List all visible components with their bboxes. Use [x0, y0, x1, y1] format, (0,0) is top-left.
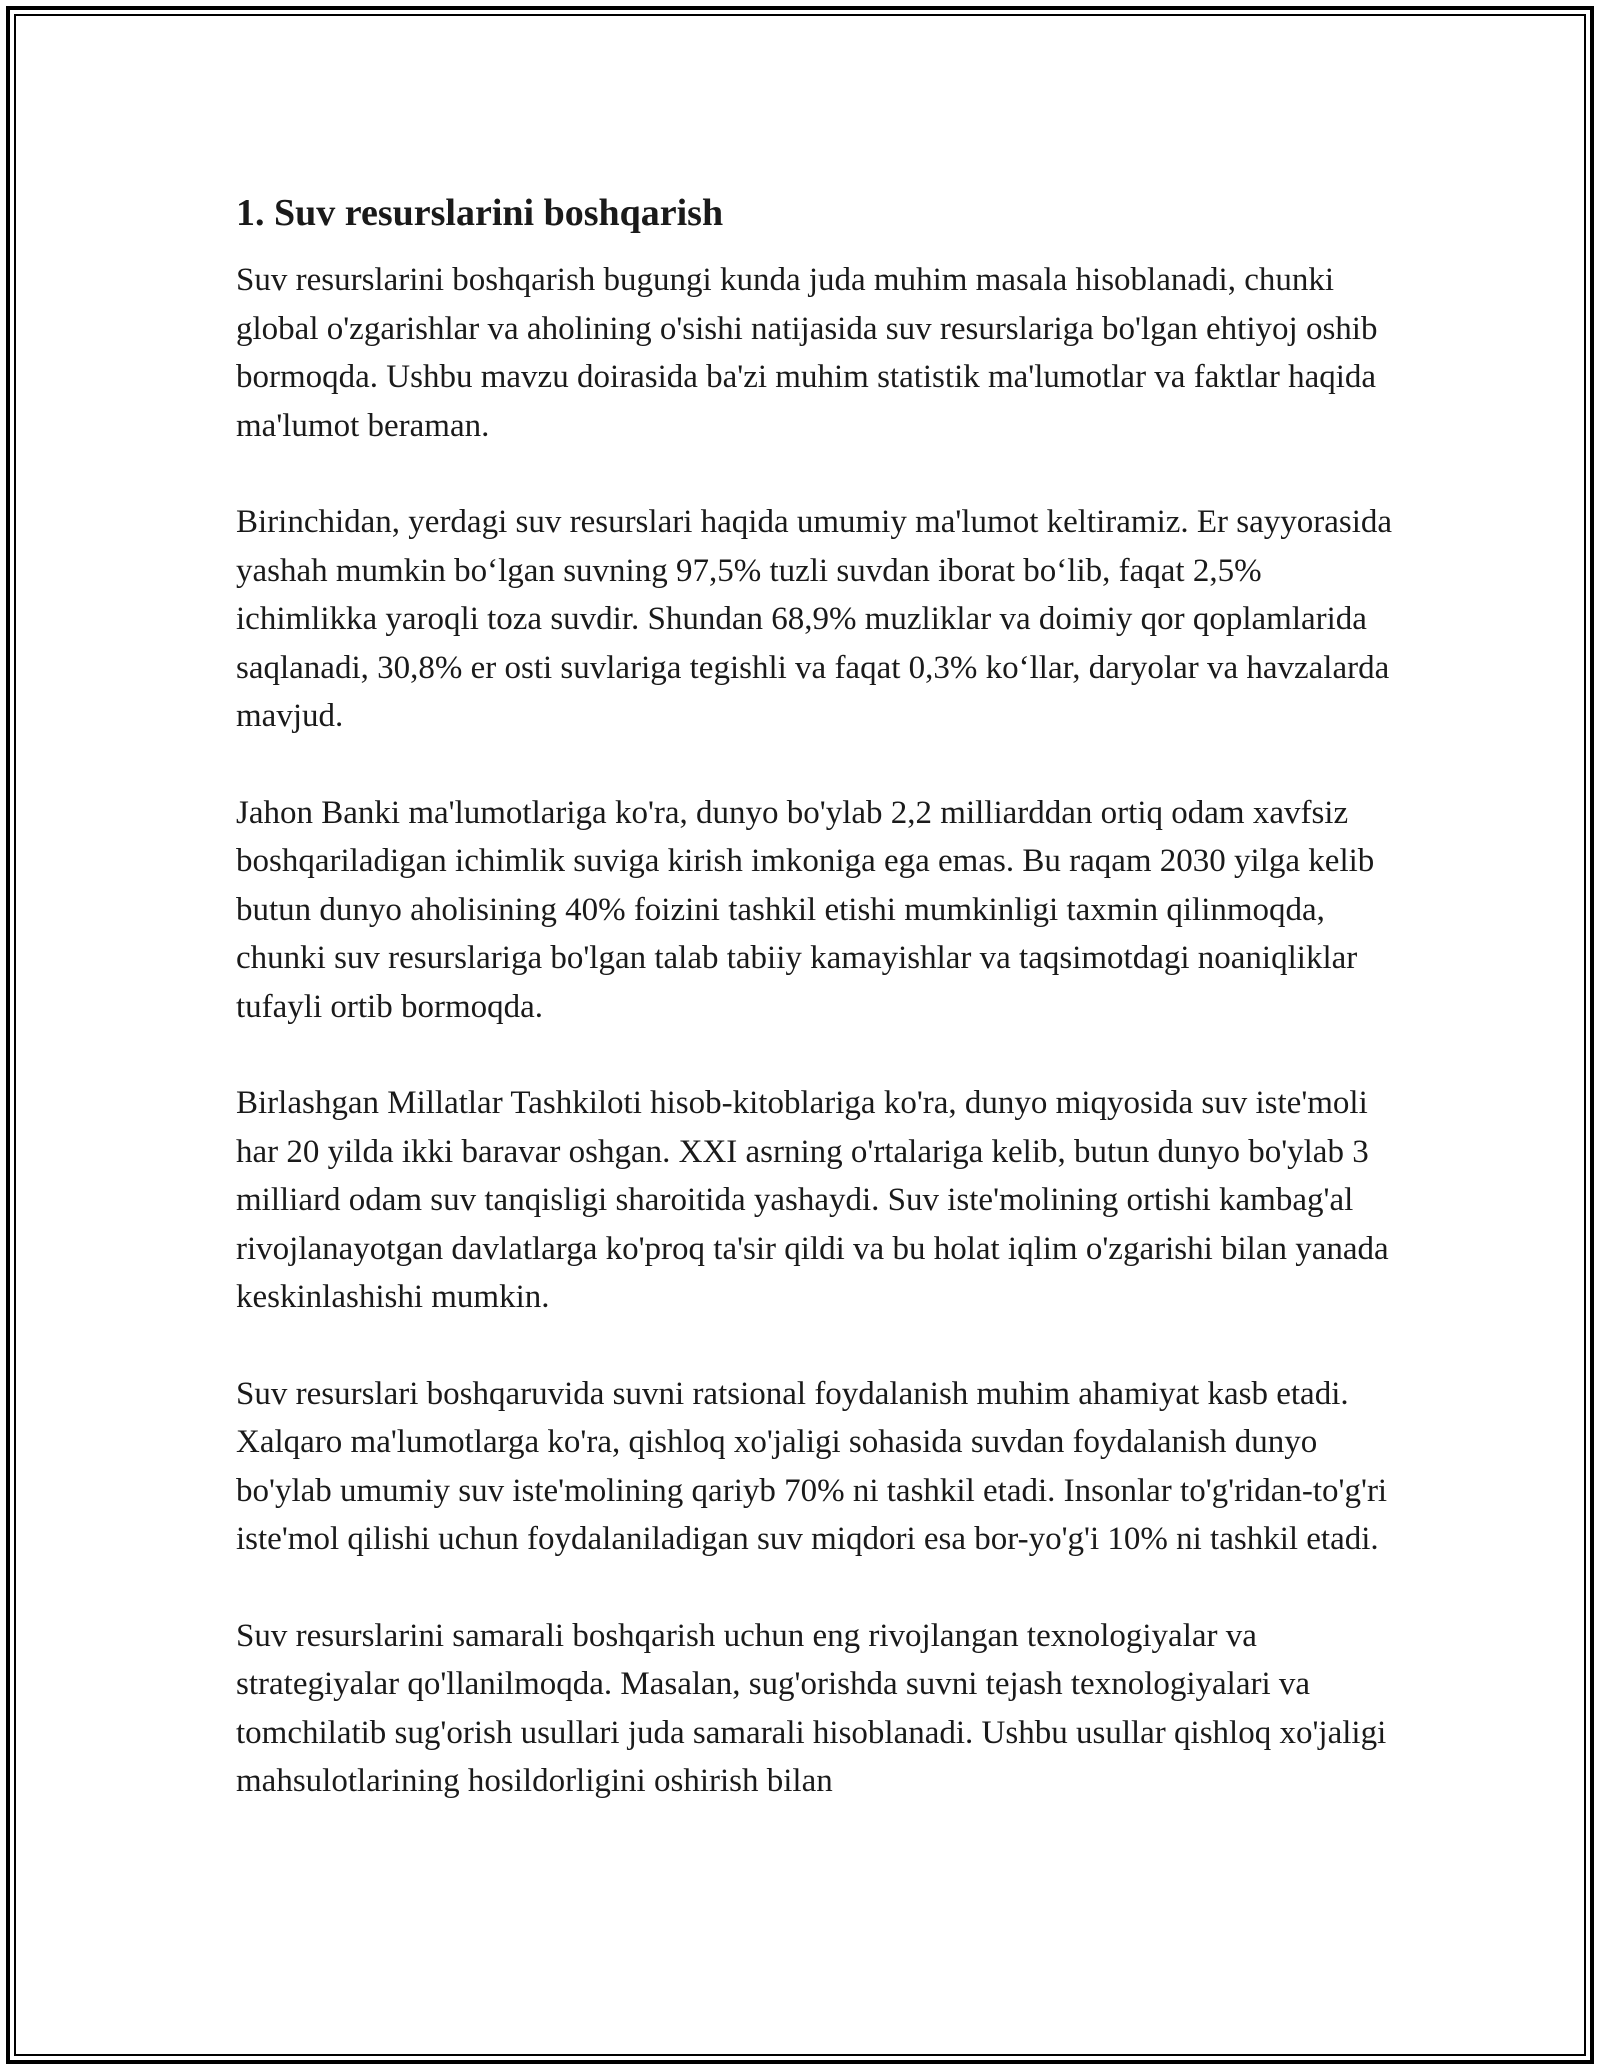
paragraph-united-nations: Birlashgan Millatlar Tashkiloti hisob-kitoblariga ko'ra, dunyo miqyosida suv iste'moli har 20 yilda ikki baravar oshgan. XXI asrning o'rtalariga kelib, butun dunyo bo'ylab 3 milliard odam suv tanqisligi sharoitida yashaydi. Suv iste'molining ortishi kambag'al rivojlanayotgan davlatlarga ko'proq ta'sir qildi va bu holat iqlim o'zgarishi bilan yanada keskinlashishi mumkin.: [236, 1085, 1389, 1315]
paragraph-rational-use: Suv resurslari boshqaruvida suvni ratsional foydalanish muhim ahamiyat kasb etadi. Xalqaro ma'lumotlarga ko'ra, qishloq xo'jaligi sohasida suvdan foydalanish dunyo bo'ylab umumiy suv iste'molining qariyb 70% ni tashkil etadi. Insonlar to'g'ridan-to'g'ri iste'mol qilishi uchun foydalaniladigan suv miqdori esa bor-yo'g'i 10% ni tashkil etadi.: [236, 1375, 1388, 1557]
document-body: [236, 190, 1396, 1854]
section-heading: 1. Suv resurslarini boshqarish: [236, 192, 724, 234]
paragraph-world-bank: Jahon Banki ma'lumotlariga ko'ra, dunyo bo'ylab 2,2 milliarddan ortiq odam xavfsiz boshqariladigan ichimlik suviga kirish imkoniga ega emas. Bu raqam 2030 yilga kelib butun dunyo aholisining 40% foizini tashkil etishi mumkinligi taxmin qilinmoqda, chunki suv resurslariga bo'lgan talab tabiiy kamayishlar va taqsimotdagi noaniqliklar tufayli ortib bormoqda.: [236, 794, 1375, 1025]
paragraph-intro: Suv resurslarini boshqarish bugungi kunda juda muhim masala hisoblanadi, chunki global o'zgarishlar va aholining o'sishi natijasida suv resurslariga bo'lgan ehtiyoj oshib bormoqda. Ushbu mavzu doirasida ba'zi muhim statistik ma'lumotlar va faktlar haqida ma'lumot beraman.: [236, 262, 1378, 444]
paragraph-water-distribution: Birinchidan, yerdagi suv resurslari haqida umumiy ma'lumot keltiramiz. Er sayyorasida yashah mumkin bo‘lgan suvning 97,5% tuzli suvdan iborat bo‘lib, faqat 2,5% ichimlikka yaroqli toza suvdir. Shundan 68,9% muzliklar va doimiy qor qoplamlarida saqlanadi, 30,8% er osti suvlariga tegishli va faqat 0,3% ko‘llar, daryolar va havzalarda mavjud.: [236, 504, 1393, 734]
paragraph-technologies: Suv resurslarini samarali boshqarish uchun eng rivojlangan texnologiyalar va strategiyalar qo'llanilmoqda. Masalan, sug'orishda suvni tejash texnologiyalari va tomchilatib sug'orish usullari juda samarali hisoblanadi. Ushbu usullar qishloq xo'jaligi mahsulotlarining hosildorligini oshirish bilan: [236, 1617, 1387, 1799]
